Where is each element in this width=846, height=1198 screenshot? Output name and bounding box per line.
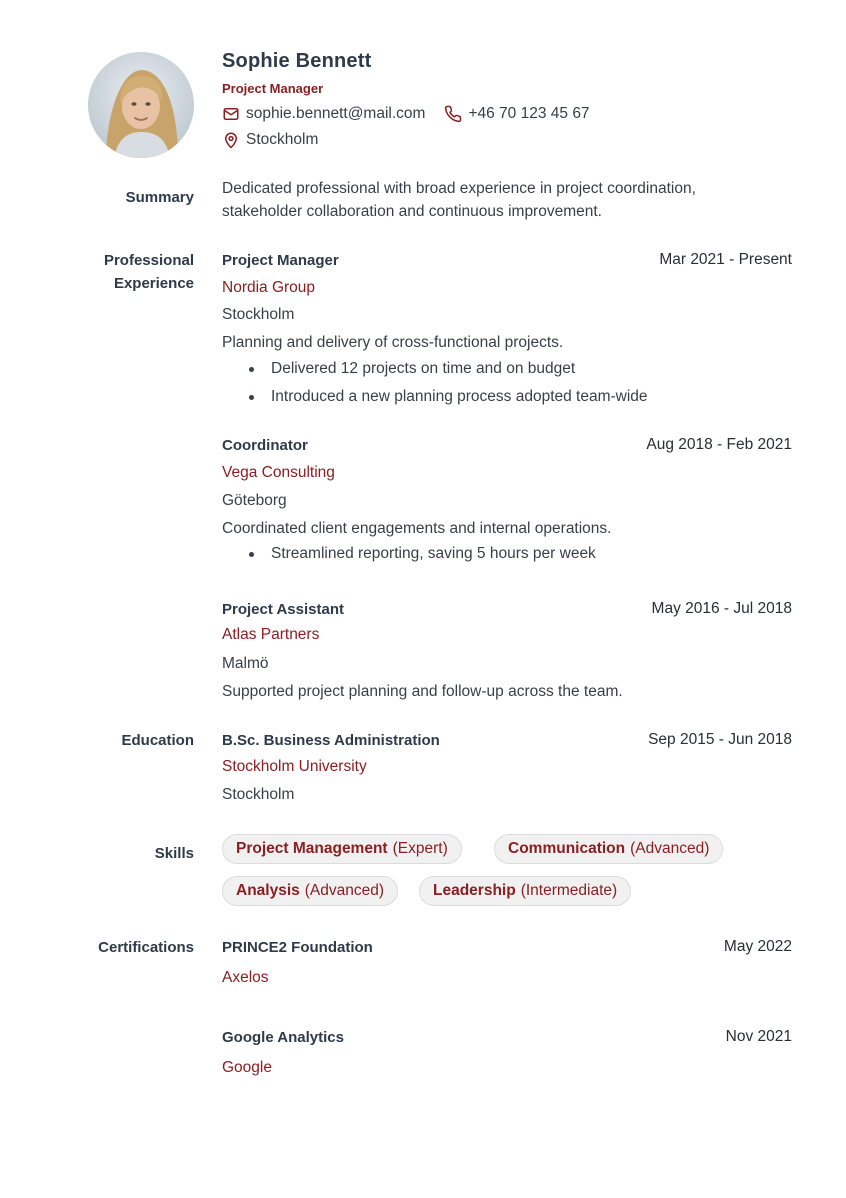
contact-location — [222, 131, 318, 149]
email-text: sophie.bennett@mail.com — [246, 105, 426, 122]
job-bullets — [222, 355, 648, 411]
list-item: Introduced a new planning process adopted team-wide — [222, 383, 648, 411]
skill-pill — [494, 834, 723, 864]
school-name[interactable]: Stockholm University — [222, 758, 367, 775]
job-location: Göteborg — [222, 492, 287, 509]
contact-phone[interactable] — [444, 105, 589, 123]
location-text: Stockholm — [246, 131, 319, 148]
certification-issuer[interactable]: Google — [222, 1059, 272, 1076]
contact-email[interactable] — [222, 105, 425, 123]
job-dates: May 2016 - Jul 2018 — [651, 600, 792, 617]
job-company[interactable]: Atlas Partners — [222, 626, 320, 643]
skill-level: (Advanced) — [304, 882, 385, 899]
education-dates: Sep 2015 - Jun 2018 — [648, 731, 792, 748]
job-description: Coordinated client engagements and internal operations. — [222, 520, 612, 537]
certification-name: Google Analytics — [222, 1029, 344, 1046]
skill-level: (Expert) — [392, 840, 448, 857]
mail-icon — [222, 105, 240, 123]
list-item: Streamlined reporting, saving 5 hours per week — [222, 540, 596, 568]
job-location: Malmö — [222, 655, 269, 672]
skill-level: (Intermediate) — [520, 882, 618, 899]
candidate-name: Sophie Bennett — [222, 50, 372, 72]
skill-pill — [419, 876, 631, 906]
candidate-role: Project Manager — [222, 81, 324, 96]
job-company[interactable]: Nordia Group — [222, 279, 316, 296]
job-description: Planning and delivery of cross-functional projects. — [222, 334, 564, 351]
skill-name: Leadership — [433, 882, 516, 899]
certification-date: Nov 2021 — [725, 1028, 792, 1045]
section-label-certifications: Certifications — [98, 939, 194, 956]
job-dates: Aug 2018 - Feb 2021 — [646, 436, 792, 453]
job-title: Coordinator — [222, 437, 308, 454]
job-company[interactable]: Vega Consulting — [222, 464, 335, 481]
job-description: Supported project planning and follow-up across the team. — [222, 683, 623, 700]
job-bullets — [222, 540, 596, 568]
location-row — [222, 131, 337, 149]
list-item: Delivered 12 projects on time and on budget — [222, 355, 648, 383]
job-title: Project Manager — [222, 252, 339, 269]
certification-date: May 2022 — [723, 938, 792, 955]
location-pin-icon — [222, 131, 240, 149]
section-label-experience — [104, 249, 194, 295]
skill-pill — [222, 876, 398, 906]
section-label-experience-line1: Professional — [103, 252, 194, 269]
job-dates: Mar 2021 - Present — [659, 251, 792, 268]
degree-title: B.Sc. Business Administration — [222, 732, 440, 749]
section-label-summary: Summary — [125, 189, 194, 206]
section-label-skills: Skills — [154, 845, 194, 862]
skill-name: Project Management — [236, 840, 388, 857]
phone-text: +46 70 123 45 67 — [468, 105, 590, 122]
skill-name: Communication — [508, 840, 626, 857]
job-location: Stockholm — [222, 306, 295, 323]
job-title: Project Assistant — [222, 601, 344, 618]
avatar — [88, 52, 194, 158]
skill-pill — [222, 834, 462, 864]
section-label-education: Education — [121, 732, 194, 749]
certification-issuer[interactable]: Axelos — [222, 969, 269, 986]
section-label-experience-line2: Experience — [113, 275, 194, 292]
contact-row — [222, 105, 609, 123]
skill-name: Analysis — [236, 882, 300, 899]
summary-line-1: Dedicated professional with broad experience in project coordination, — [222, 180, 696, 197]
summary-line-2: stakeholder collaboration and continuous improvement. — [222, 203, 602, 220]
phone-icon — [444, 105, 462, 123]
skill-level: (Advanced) — [630, 840, 710, 857]
school-location: Stockholm — [222, 786, 295, 803]
certification-name: PRINCE2 Foundation — [222, 939, 373, 956]
